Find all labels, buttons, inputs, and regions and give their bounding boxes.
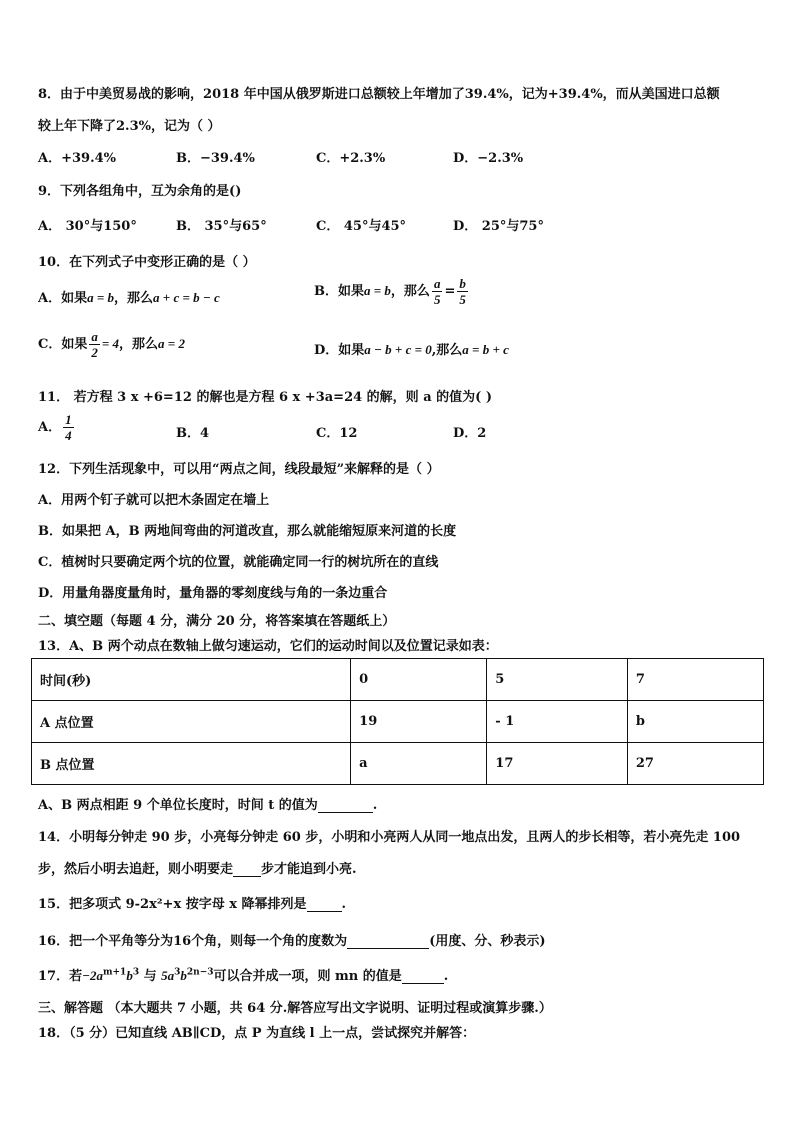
q8-option-b: B．−39.4% (176, 151, 255, 166)
answer-blank[interactable] (347, 936, 429, 949)
q9-option-b: B． 35°与65° (176, 219, 267, 234)
q16: 16．把一个平角等分为16个角，则每一个角的度数为 (用度、分、秒表示) (38, 934, 546, 949)
q15: 15．把多项式 9-2x²+x 按字母 x 降幂排列是 . (38, 897, 347, 912)
q10-option-d: D．如果a − b + c = 0,那么a = b + c (314, 342, 509, 358)
table-cell: B 点位置 (32, 743, 351, 785)
q13-question: A、B 两点相距 9 个单位长度时，时间 t 的值为 . (38, 798, 378, 813)
q8-option-c: C．+2.3% (316, 151, 386, 166)
q11-option-d: D．2 (453, 426, 487, 441)
fraction: $\frac{b}{5}$ (459, 276, 466, 307)
q9-option-a: A． 30°与150° (38, 219, 137, 234)
q8-line1: 8．由于中美贸易战的影响，2018 年中国从俄罗斯进口总额较上年增加了39.4%，记为+39.4%，而从美国进口总额 (38, 87, 720, 102)
table-cell: 17 (487, 743, 628, 785)
table-cell: A 点位置 (32, 701, 351, 743)
table-cell: 27 (627, 743, 763, 785)
q12-option-b: B．如果把 A，B 两地间弯曲的河道改直，那么就能缩短原来河道的长度 (38, 524, 457, 539)
q18-stem: 18．（5 分）已知直线 AB∥CD，点 P 为直线 l 上一点，尝试探究并解答： (38, 1026, 476, 1041)
q12-stem: 12．下列生活现象中，可以用“两点之间，线段最短”来解释的是（ ） (38, 462, 440, 477)
answer-blank[interactable] (233, 864, 261, 877)
answer-blank[interactable] (318, 800, 373, 813)
table-row (32, 743, 764, 785)
q13-table (31, 658, 764, 785)
q8-line2: 较上年下降了2.3%，记为（ ） (38, 119, 221, 134)
table-cell: a (351, 743, 487, 785)
q11-option-b: B．4 (176, 426, 210, 441)
table-cell: - 1 (487, 701, 628, 743)
q11-stem: 11． 若方程 3 x +6=12 的解也是方程 6 x +3a=24 的解，则 a 的值为( ) (38, 390, 492, 405)
table-cell: 0 (351, 659, 487, 701)
table-cell: 5 (487, 659, 628, 701)
table-cell: 7 (627, 659, 763, 701)
q12-option-c: C．植树时只要确定两个坑的位置，就能确定同一行的树坑所在的直线 (38, 555, 439, 570)
fraction: $\frac{1}{4}$ (65, 412, 72, 443)
table-cell: 时间(秒) (32, 659, 351, 701)
q10-option-c: C．如果 $\frac{a}{2}$ = 4，那么a = 2 (38, 329, 185, 360)
q8-option-d: D．−2.3% (453, 151, 524, 166)
answer-blank[interactable] (307, 899, 342, 912)
q9-stem: 9．下列各组角中，互为余角的是() (38, 184, 242, 199)
q13-stem: 13．A、B 两个动点在数轴上做匀速运动，它们的运动时间以及位置记录如表： (38, 639, 498, 654)
q12-option-d: D．用量角器度量角时，量角器的零刻度线与角的一条边重合 (38, 586, 388, 601)
q11-option-c: C．12 (316, 426, 358, 441)
table-cell: b (627, 701, 763, 743)
q14-line1: 14．小明每分钟走 90 步，小亮每分钟走 60 步，小明和小亮两人从同一地点出发，且两人的步长相等，若小亮先走 100 (38, 830, 741, 845)
q14-line2: 步，然后小明去追赶，则小明要走 步才能追到小亮. (38, 862, 357, 877)
table-row (32, 701, 764, 743)
q12-option-a: A．用两个钉子就可以把木条固定在墙上 (38, 493, 270, 508)
fraction: $\frac{a}{2}$ (91, 329, 98, 360)
section-3-heading: 三、解答题 （本大题共 7 小题，共 64 分.解答应写出文字说明、证明过程或演算步骤.） (38, 1001, 552, 1016)
q9-option-d: D． 25°与75° (453, 219, 544, 234)
answer-blank[interactable] (402, 971, 444, 984)
q8-option-a: A．+39.4% (38, 151, 116, 166)
q17: 17．若$-2a^{m+1}b^3$ 与 $5a^3b^{2n-3}$可以合并成一项，则 mn 的值是 . (38, 967, 449, 984)
q9-option-c: C． 45°与45° (316, 219, 407, 234)
table-row (32, 659, 764, 701)
q11-option-a: A． $\frac{1}{4}$ (38, 412, 72, 443)
section-2-heading: 二、填空题（每题 4 分，满分 20 分，将答案填在答题纸上） (38, 614, 396, 629)
fraction: $\frac{a}{5}$ (433, 276, 441, 307)
table-cell: 19 (351, 701, 487, 743)
q10-option-a: A．如果a = b，那么a + c = b − c (38, 290, 220, 306)
q10-option-b: B．如果a = b，那么 $\frac{a}{5}$ = $\frac{b}{5}$ (314, 276, 466, 307)
q10-stem: 10．在下列式子中变形正确的是（ ） (38, 255, 256, 270)
